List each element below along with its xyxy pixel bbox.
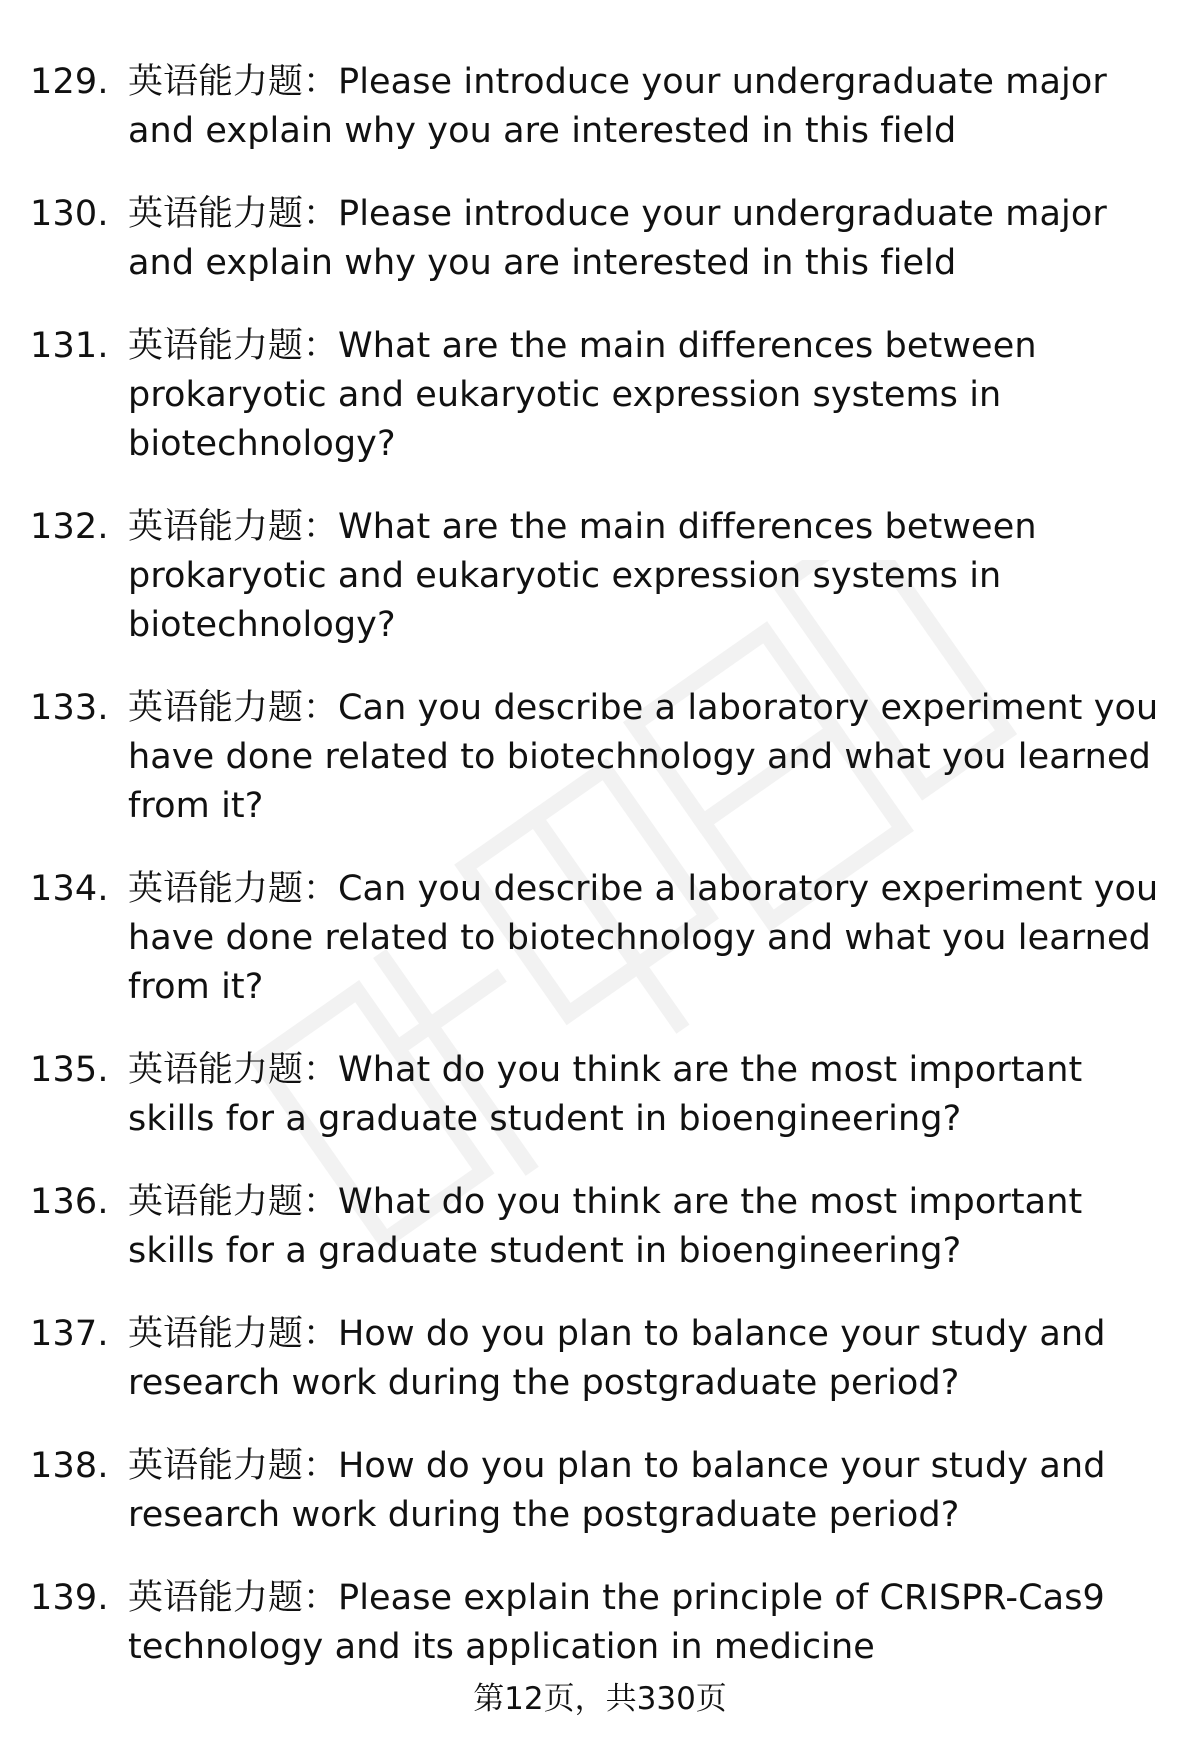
- question-prefix: 英语能力题：: [128, 1050, 339, 1090]
- question-prefix: 英语能力题：: [128, 869, 339, 909]
- question-text: Can you describe a laboratory experiment you have done related to biotechnology and what you learned from it?: [128, 688, 1159, 826]
- question-number: 133.: [30, 688, 109, 728]
- question-text: What are the main differences between prokaryotic and eukaryotic expression systems in biotechnology?: [128, 326, 1037, 464]
- question-text: How do you plan to balance your study and research work during the postgraduate period?: [128, 1314, 1106, 1403]
- question-prefix: 英语能力题：: [128, 194, 339, 234]
- question-body: [128, 190, 1170, 288]
- question-item-138: [30, 1442, 1170, 1540]
- question-prefix: 英语能力题：: [128, 688, 339, 728]
- question-number: 134.: [30, 869, 109, 909]
- question-item-131: [30, 322, 1170, 469]
- question-body: [128, 684, 1170, 831]
- question-body: [128, 1574, 1170, 1672]
- question-number: 135.: [30, 1050, 109, 1090]
- question-item-129: [30, 58, 1170, 156]
- question-text: What are the main differences between prokaryotic and eukaryotic expression systems in biotechnology?: [128, 507, 1037, 645]
- question-text: Please explain the principle of CRISPR-Cas9 technology and its application in medicine: [128, 1578, 1105, 1667]
- question-body: [128, 322, 1170, 469]
- page-indicator: 第12页，共330页: [473, 1681, 727, 1717]
- question-number: 137.: [30, 1314, 109, 1354]
- question-item-133: [30, 684, 1170, 831]
- question-item-135: [30, 1046, 1170, 1144]
- question-number: 130.: [30, 194, 109, 234]
- question-item-137: [30, 1310, 1170, 1408]
- question-number: 131.: [30, 326, 109, 366]
- question-text: What do you think are the most important skills for a graduate student in bioengineering?: [128, 1050, 1083, 1139]
- question-body: [128, 1310, 1170, 1408]
- question-text: How do you plan to balance your study and research work during the postgraduate period?: [128, 1446, 1106, 1535]
- question-body: [128, 503, 1170, 650]
- question-number: 136.: [30, 1182, 109, 1222]
- question-number: 138.: [30, 1446, 109, 1486]
- question-body: [128, 1178, 1170, 1276]
- page-footer: [0, 1678, 1200, 1720]
- question-body: [128, 1442, 1170, 1540]
- question-number: 139.: [30, 1578, 109, 1618]
- question-number: 129.: [30, 62, 109, 102]
- question-list: [30, 58, 1170, 1706]
- question-body: [128, 865, 1170, 1012]
- question-prefix: 英语能力题：: [128, 62, 339, 102]
- question-item-136: [30, 1178, 1170, 1276]
- question-text: Please introduce your undergraduate major and explain why you are interested in this field: [128, 194, 1107, 283]
- question-prefix: 英语能力题：: [128, 507, 339, 547]
- question-item-130: [30, 190, 1170, 288]
- question-prefix: 英语能力题：: [128, 326, 339, 366]
- question-prefix: 英语能力题：: [128, 1182, 339, 1222]
- question-item-132: [30, 503, 1170, 650]
- question-text: Please introduce your undergraduate major and explain why you are interested in this field: [128, 62, 1107, 151]
- question-text: Can you describe a laboratory experiment you have done related to biotechnology and what you learned from it?: [128, 869, 1159, 1007]
- question-body: [128, 1046, 1170, 1144]
- question-body: [128, 58, 1170, 156]
- question-item-134: [30, 865, 1170, 1012]
- question-prefix: 英语能力题：: [128, 1314, 339, 1354]
- question-number: 132.: [30, 507, 109, 547]
- question-prefix: 英语能力题：: [128, 1578, 339, 1618]
- question-item-139: [30, 1574, 1170, 1672]
- question-text: What do you think are the most important skills for a graduate student in bioengineering?: [128, 1182, 1083, 1271]
- question-prefix: 英语能力题：: [128, 1446, 339, 1486]
